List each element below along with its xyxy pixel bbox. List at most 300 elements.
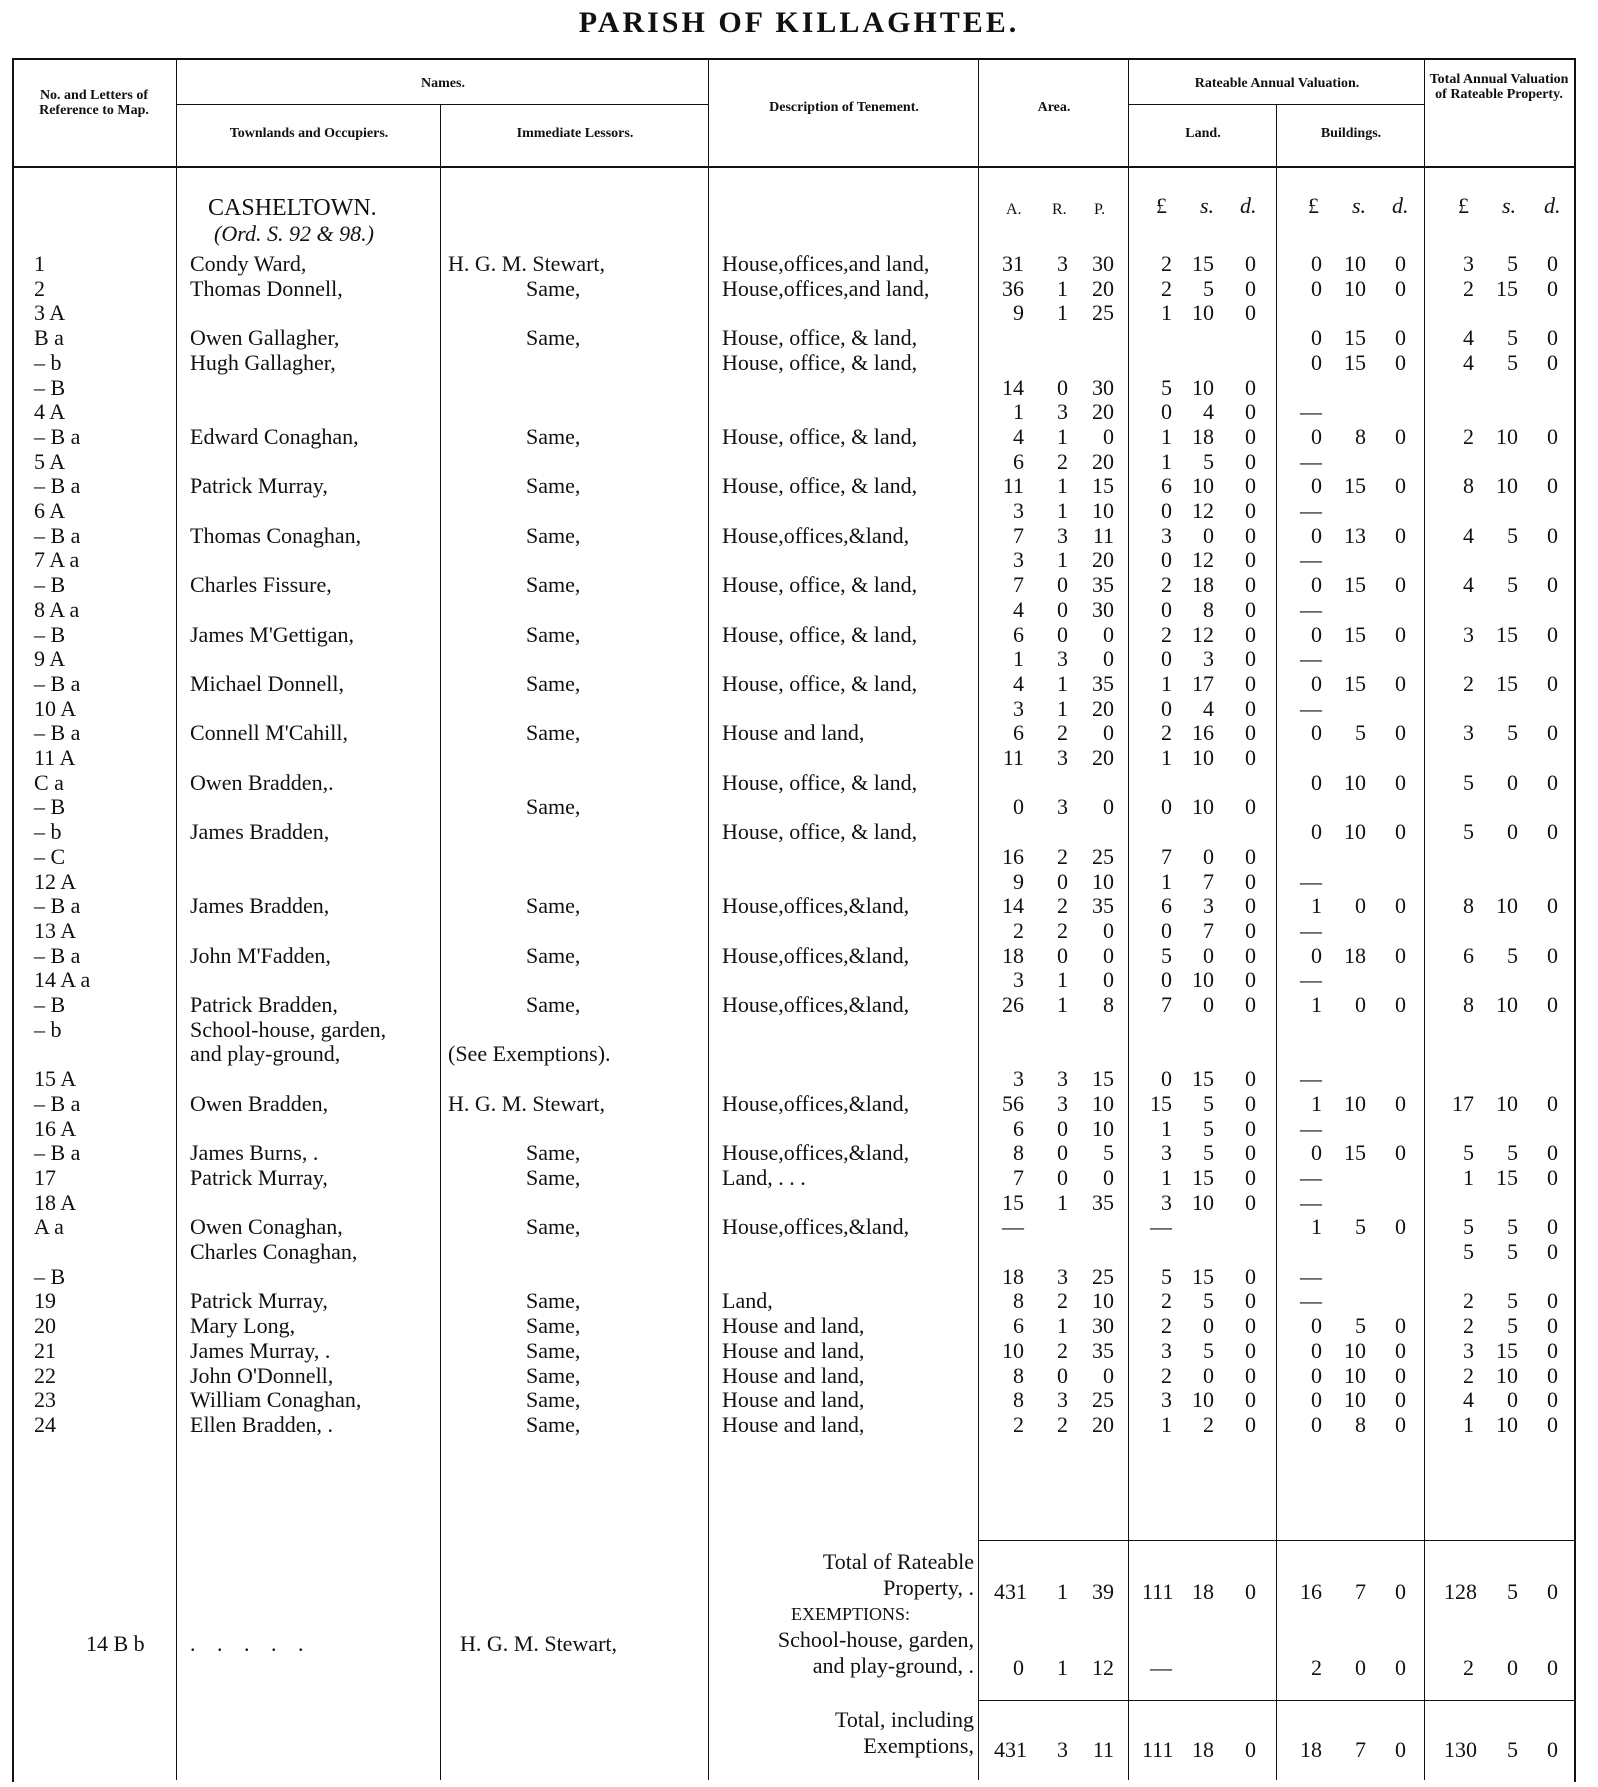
row-buildings-0: 0 [1311, 275, 1322, 301]
row-ref: 3 A [34, 300, 66, 326]
row-occupier: Charles Conaghan, [190, 1239, 358, 1264]
row-buildings-2: 0 [1395, 1214, 1406, 1240]
row-total-0: 2 [1463, 670, 1474, 696]
row-buildings-2: 0 [1395, 325, 1406, 351]
exemption-area-1: 1 [1057, 1655, 1068, 1680]
row-area-1: 1 [1057, 300, 1068, 326]
row-buildings-0: 0 [1311, 720, 1322, 746]
row-ref: – B a [34, 473, 81, 499]
row-area-1: 3 [1057, 522, 1068, 548]
row-land-0: 0 [1161, 967, 1172, 993]
row-total-1: 10 [1496, 423, 1518, 449]
row-land-2: 0 [1245, 300, 1256, 326]
row-area-1: 2 [1057, 448, 1068, 474]
row-total-2: 0 [1547, 670, 1558, 696]
row-area-2: 10 [1092, 1115, 1114, 1141]
row-land-0: 6 [1161, 893, 1172, 919]
row-buildings-1: 10 [1344, 819, 1366, 845]
row-occupier: John M'Fadden, [190, 942, 331, 968]
row-occupier: Thomas Donnell, [190, 275, 343, 301]
row-area-1: 0 [1057, 868, 1068, 894]
total-rateable-total-2: 0 [1547, 1579, 1558, 1604]
row-total-2: 0 [1547, 522, 1558, 548]
row-description: House, office, & land, [722, 769, 918, 795]
row-ref: 10 A [34, 695, 77, 721]
row-land-0: 0 [1161, 399, 1172, 425]
row-ref: 17 [34, 1164, 56, 1190]
row-total-1: 0 [1507, 819, 1518, 845]
row-total-0: 5 [1463, 1214, 1474, 1240]
row-occupier: Patrick Bradden, [190, 992, 338, 1017]
row-land-2: 0 [1245, 1387, 1256, 1413]
row-buildings-1: 10 [1344, 275, 1366, 301]
row-occupier: Patrick Murray, [190, 1288, 328, 1314]
row-description: House, office, & land, [722, 325, 918, 351]
row-lessor: Same, [526, 423, 581, 449]
row-ref: 13 A [34, 917, 77, 943]
row-area-1: 0 [1057, 572, 1068, 598]
row-total-2: 0 [1547, 992, 1558, 1017]
row-buildings-0: — [1300, 967, 1322, 993]
row-buildings-1: 0 [1355, 893, 1366, 919]
row-buildings-1: 15 [1344, 572, 1366, 598]
row-description: House,offices,&land, [722, 1140, 910, 1166]
row-land-1: 5 [1203, 1115, 1214, 1141]
unit-shillings: s. [1200, 193, 1215, 218]
row-buildings-0: 0 [1311, 325, 1322, 351]
row-area-2: 25 [1092, 1387, 1114, 1413]
row-land-0: 0 [1161, 498, 1172, 523]
row-area-2: 20 [1092, 547, 1114, 573]
row-lessor: Same, [526, 720, 581, 746]
row-description: House, office, & land, [722, 572, 918, 598]
unit-acres: A. [1006, 201, 1022, 218]
row-land-0: 1 [1161, 448, 1172, 474]
row-ref: 18 A [34, 1189, 77, 1215]
row-area-1: 0 [1057, 1115, 1068, 1141]
row-land-1: 10 [1192, 300, 1214, 326]
row-description: House and land, [722, 1387, 865, 1413]
row-area-1: 2 [1057, 720, 1068, 746]
row-lessor: Same, [526, 893, 581, 919]
row-land-1: 7 [1203, 917, 1214, 943]
total-rateable-label-2: Property, . [883, 1575, 974, 1600]
row-area-1: 3 [1057, 745, 1068, 770]
row-description: House and land, [722, 1411, 865, 1437]
row-buildings-2: 0 [1395, 1411, 1406, 1437]
row-lessor: Same, [526, 794, 581, 820]
row-total-2: 0 [1547, 1239, 1558, 1264]
row-land-2: 0 [1245, 1189, 1256, 1215]
row-lessor: Same, [526, 1387, 581, 1413]
row-land-2: 0 [1245, 1362, 1256, 1388]
col-divider [1128, 60, 1129, 1780]
row-land-1: 2 [1203, 1411, 1214, 1437]
row-ref: – B a [34, 670, 81, 696]
row-occupier: William Conaghan, [190, 1387, 362, 1413]
row-area-0: 7 [1013, 1164, 1024, 1190]
row-total-1: 5 [1507, 942, 1518, 968]
row-land-0: 7 [1161, 843, 1172, 869]
row-lessor: Same, [526, 473, 581, 499]
row-land-0: 0 [1161, 695, 1172, 721]
row-total-0: 2 [1463, 1288, 1474, 1314]
row-occupier: Ellen Bradden, . [190, 1411, 333, 1437]
row-land-1: 12 [1192, 498, 1214, 523]
col-divider [1424, 60, 1425, 1780]
unit-perches: P. [1094, 201, 1106, 218]
row-buildings-2: 0 [1395, 893, 1406, 919]
row-area-1: 3 [1057, 251, 1068, 276]
row-buildings-0: 0 [1311, 942, 1322, 968]
row-land-0: 0 [1161, 1066, 1172, 1092]
row-area-0: 6 [1013, 1313, 1024, 1339]
row-total-0: 5 [1463, 1239, 1474, 1264]
row-land-2: 0 [1245, 251, 1256, 276]
row-total-0: 4 [1463, 325, 1474, 351]
unit-shillings: s. [1352, 193, 1367, 218]
exemption-land-0: — [1150, 1655, 1172, 1680]
row-ref: – B a [34, 522, 81, 548]
row-occupier: Patrick Murray, [190, 1164, 328, 1190]
row-land-2: 0 [1245, 596, 1256, 622]
row-land-1: 0 [1203, 992, 1214, 1017]
row-buildings-2: 0 [1395, 992, 1406, 1017]
row-land-2: 0 [1245, 794, 1256, 820]
unit-pence: d. [1392, 193, 1409, 218]
unit-roods: R. [1052, 201, 1067, 218]
row-buildings-2: 0 [1395, 251, 1406, 276]
row-buildings-1: 10 [1344, 251, 1366, 276]
row-land-1: 4 [1203, 695, 1214, 721]
row-occupier: Condy Ward, [190, 251, 307, 276]
row-area-0: 4 [1013, 423, 1024, 449]
valuation-table [12, 58, 1576, 1782]
row-total-0: 2 [1463, 423, 1474, 449]
row-ref: 19 [34, 1288, 56, 1314]
row-ref: – B a [34, 423, 81, 449]
row-buildings-2: 0 [1395, 1387, 1406, 1413]
row-area-1: 3 [1057, 646, 1068, 672]
row-total-0: 2 [1463, 1313, 1474, 1339]
row-total-2: 0 [1547, 473, 1558, 499]
row-total-1: 5 [1507, 572, 1518, 598]
row-area-0: 9 [1013, 868, 1024, 894]
row-total-0: 1 [1463, 1164, 1474, 1190]
row-ref: 14 A a [34, 967, 91, 993]
row-ref: – B [34, 572, 66, 598]
row-ref: A a [34, 1214, 64, 1240]
row-land-2: 0 [1245, 498, 1256, 523]
row-land-2: 0 [1245, 399, 1256, 425]
row-area-1: 2 [1057, 1337, 1068, 1363]
row-land-2: 0 [1245, 893, 1256, 919]
row-area-0: 11 [1002, 745, 1024, 770]
row-area-0: 1 [1013, 646, 1024, 672]
row-area-0: 4 [1013, 596, 1024, 622]
row-land-0: 0 [1161, 547, 1172, 573]
row-land-0: 0 [1161, 917, 1172, 943]
row-buildings-1: 5 [1355, 720, 1366, 746]
row-buildings-0: — [1300, 917, 1322, 943]
row-lessor: Same, [526, 1337, 581, 1363]
row-buildings-2: 0 [1395, 942, 1406, 968]
row-land-1: 8 [1203, 596, 1214, 622]
total-incl-buildings-1: 7 [1355, 1737, 1366, 1762]
row-lessor: Same, [526, 1214, 581, 1240]
row-buildings-2: 0 [1395, 720, 1406, 746]
row-land-2: 0 [1245, 1337, 1256, 1363]
row-land-0: 0 [1161, 596, 1172, 622]
row-land-0: 2 [1161, 572, 1172, 598]
row-land-2: 0 [1245, 868, 1256, 894]
row-area-1: 3 [1057, 399, 1068, 425]
row-lessor: Same, [526, 522, 581, 548]
row-area-1: 0 [1057, 621, 1068, 647]
row-buildings-2: 0 [1395, 1090, 1406, 1116]
row-total-2: 0 [1547, 1411, 1558, 1437]
total-rateable-area-2: 39 [1092, 1579, 1114, 1604]
row-land-1: 10 [1192, 1189, 1214, 1215]
row-area-2: 25 [1092, 300, 1114, 326]
header-lessors: Immediate Lessors. [516, 126, 634, 141]
row-buildings-1: 10 [1344, 1337, 1366, 1363]
row-buildings-0: — [1300, 596, 1322, 622]
row-land-2: 0 [1245, 448, 1256, 474]
total-incl-total-2: 0 [1547, 1737, 1558, 1762]
row-ref: 6 A [34, 498, 66, 523]
row-area-1: 1 [1057, 473, 1068, 499]
row-ref: 7 A a [34, 547, 80, 573]
row-land-2: 0 [1245, 1140, 1256, 1166]
row-buildings-0: 0 [1311, 769, 1322, 795]
row-land-1: 0 [1203, 1362, 1214, 1388]
row-area-1: 1 [1057, 695, 1068, 721]
row-area-0: 3 [1013, 498, 1024, 523]
row-area-2: 20 [1092, 275, 1114, 301]
row-land-2: 0 [1245, 572, 1256, 598]
row-area-1: 2 [1057, 843, 1068, 869]
row-total-1: 5 [1507, 325, 1518, 351]
col-divider [440, 104, 441, 1780]
row-ref: 21 [34, 1337, 56, 1363]
row-area-2: 20 [1092, 448, 1114, 474]
row-area-2: 10 [1092, 498, 1114, 523]
header-townlands: Townlands and Occupiers. [229, 126, 389, 141]
row-description: House,offices,&land, [722, 893, 910, 919]
row-land-1: 15 [1192, 1164, 1214, 1190]
row-buildings-0: 0 [1311, 572, 1322, 598]
row-occupier: James Bradden, [190, 819, 330, 845]
row-area-2: 8 [1103, 992, 1114, 1017]
row-land-2: 0 [1245, 843, 1256, 869]
total-rateable-total-1: 5 [1507, 1579, 1518, 1604]
row-total-2: 0 [1547, 251, 1558, 276]
row-total-0: 4 [1463, 522, 1474, 548]
row-total-1: 10 [1496, 1362, 1518, 1388]
row-land-2: 0 [1245, 423, 1256, 449]
row-buildings-0: 1 [1311, 893, 1322, 919]
row-total-0: 3 [1463, 1337, 1474, 1363]
row-land-2: 0 [1245, 720, 1256, 746]
row-land-0: 2 [1161, 1288, 1172, 1314]
row-area-2: 35 [1092, 1189, 1114, 1215]
row-area-2: 20 [1092, 695, 1114, 721]
row-land-0: 2 [1161, 251, 1172, 276]
row-area-1: 0 [1057, 1140, 1068, 1166]
row-land-2: 0 [1245, 473, 1256, 499]
total-incl-area-2: 11 [1092, 1737, 1114, 1762]
row-description: House, office, & land, [722, 819, 918, 845]
row-buildings-0: 1 [1311, 1090, 1322, 1116]
row-land-1: 10 [1192, 374, 1214, 400]
row-land-1: 0 [1203, 522, 1214, 548]
row-lessor: (See Exemptions). [448, 1041, 611, 1067]
row-area-1: 3 [1057, 1090, 1068, 1116]
row-buildings-2: 0 [1395, 1140, 1406, 1166]
row-ref: 4 A [34, 399, 66, 425]
row-description: House,offices,&land, [722, 1214, 910, 1240]
row-ref: – B [34, 794, 66, 820]
row-ref: – B a [34, 893, 81, 919]
unit-pence: d. [1544, 193, 1561, 218]
row-area-0: 3 [1013, 1066, 1024, 1092]
row-total-2: 0 [1547, 1362, 1558, 1388]
row-total-1: 5 [1507, 1140, 1518, 1166]
row-area-1: 1 [1057, 1313, 1068, 1339]
total-rateable-total-0: 128 [1444, 1579, 1477, 1604]
row-area-0: 1 [1013, 399, 1024, 425]
row-lessor: Same, [526, 1140, 581, 1166]
row-ref: 2 [34, 275, 45, 301]
row-buildings-1: 5 [1355, 1214, 1366, 1240]
row-land-0: 3 [1161, 1387, 1172, 1413]
row-area-1: 0 [1057, 596, 1068, 622]
row-area-2: 10 [1092, 868, 1114, 894]
row-land-0: 1 [1161, 1115, 1172, 1141]
row-total-1: 10 [1496, 473, 1518, 499]
row-buildings-0: 0 [1311, 819, 1322, 845]
row-buildings-0: 0 [1311, 670, 1322, 696]
row-land-1: 3 [1203, 646, 1214, 672]
row-buildings-0: 0 [1311, 423, 1322, 449]
row-lessor: Same, [526, 942, 581, 968]
row-land-1: 12 [1192, 621, 1214, 647]
row-buildings-0: 0 [1311, 522, 1322, 548]
row-land-1: 18 [1192, 423, 1214, 449]
row-ref: 9 A [34, 646, 66, 672]
row-land-0: 5 [1161, 374, 1172, 400]
header-area: Area. [1037, 100, 1071, 115]
row-total-1: 15 [1496, 621, 1518, 647]
row-occupier: James Burns, . [190, 1140, 319, 1166]
row-occupier: Owen Gallagher, [190, 325, 340, 351]
exemption-buildings-1: 0 [1355, 1655, 1366, 1680]
row-total-2: 0 [1547, 349, 1558, 375]
row-area-0: 2 [1013, 917, 1024, 943]
row-land-2: 0 [1245, 967, 1256, 993]
row-land-2: 0 [1245, 646, 1256, 672]
row-land-0: 3 [1161, 1337, 1172, 1363]
row-lessor: Same, [526, 572, 581, 598]
row-total-1: 5 [1507, 1214, 1518, 1240]
row-total-2: 0 [1547, 819, 1558, 845]
row-land-0: 1 [1161, 1164, 1172, 1190]
row-area-2: 10 [1092, 1288, 1114, 1314]
row-total-0: 17 [1452, 1090, 1474, 1116]
row-land-0: 7 [1161, 992, 1172, 1017]
row-area-0: 6 [1013, 720, 1024, 746]
row-total-1: 15 [1496, 1337, 1518, 1363]
row-description: House and land, [722, 1337, 865, 1363]
row-buildings-2: 0 [1395, 769, 1406, 795]
row-land-0: 6 [1161, 473, 1172, 499]
row-land-2: 0 [1245, 1164, 1256, 1190]
row-buildings-0: — [1300, 1164, 1322, 1190]
row-description: House, office, & land, [722, 349, 918, 375]
row-ref: C a [34, 769, 64, 795]
row-area-0: — [1002, 1214, 1024, 1240]
exemption-total-1: 0 [1507, 1655, 1518, 1680]
row-area-2: 0 [1103, 1362, 1114, 1388]
header-divider [12, 166, 1574, 168]
row-buildings-2: 0 [1395, 819, 1406, 845]
row-divider [176, 104, 708, 105]
header-buildings: Buildings. [1320, 126, 1382, 141]
row-area-2: 35 [1092, 893, 1114, 919]
row-area-0: 11 [1002, 473, 1024, 499]
row-description: Land, . . . [722, 1164, 806, 1190]
row-land-1: 0 [1203, 1313, 1214, 1339]
total-incl-area-1: 3 [1057, 1737, 1068, 1762]
row-area-1: 1 [1057, 967, 1068, 993]
row-occupier: Edward Conaghan, [190, 423, 359, 449]
row-land-0: 2 [1161, 720, 1172, 746]
row-ref: – B a [34, 1140, 81, 1166]
row-land-2: 0 [1245, 1263, 1256, 1289]
row-ref: 16 A [34, 1115, 77, 1141]
row-area-0: 3 [1013, 695, 1024, 721]
total-rateable-land-1: 18 [1192, 1579, 1214, 1604]
row-total-2: 0 [1547, 1387, 1558, 1413]
row-land-0: 0 [1161, 646, 1172, 672]
row-area-0: 6 [1013, 448, 1024, 474]
row-ref: 1 [34, 251, 45, 276]
row-buildings-0: — [1300, 646, 1322, 672]
row-area-2: 5 [1103, 1140, 1114, 1166]
row-buildings-0: — [1300, 448, 1322, 474]
row-occupier: Owen Bradden,. [190, 769, 334, 795]
row-ref: B a [34, 325, 64, 351]
row-land-2: 0 [1245, 621, 1256, 647]
col-divider [1276, 104, 1277, 1780]
row-total-0: 3 [1463, 621, 1474, 647]
row-land-2: 0 [1245, 670, 1256, 696]
row-total-2: 0 [1547, 1288, 1558, 1314]
row-total-0: 5 [1463, 819, 1474, 845]
row-land-2: 0 [1245, 942, 1256, 968]
row-buildings-0: 1 [1311, 1214, 1322, 1240]
row-total-0: 6 [1463, 942, 1474, 968]
row-lessor: Same, [526, 275, 581, 301]
row-area-2: 0 [1103, 917, 1114, 943]
row-ref: – b [34, 819, 62, 845]
total-rateable-label-1: Total of Rateable [822, 1549, 974, 1574]
row-area-0: 56 [1002, 1090, 1024, 1116]
row-total-2: 0 [1547, 1090, 1558, 1116]
exemptions-label: EXEMPTIONS: [790, 1604, 910, 1624]
row-total-1: 10 [1496, 893, 1518, 919]
